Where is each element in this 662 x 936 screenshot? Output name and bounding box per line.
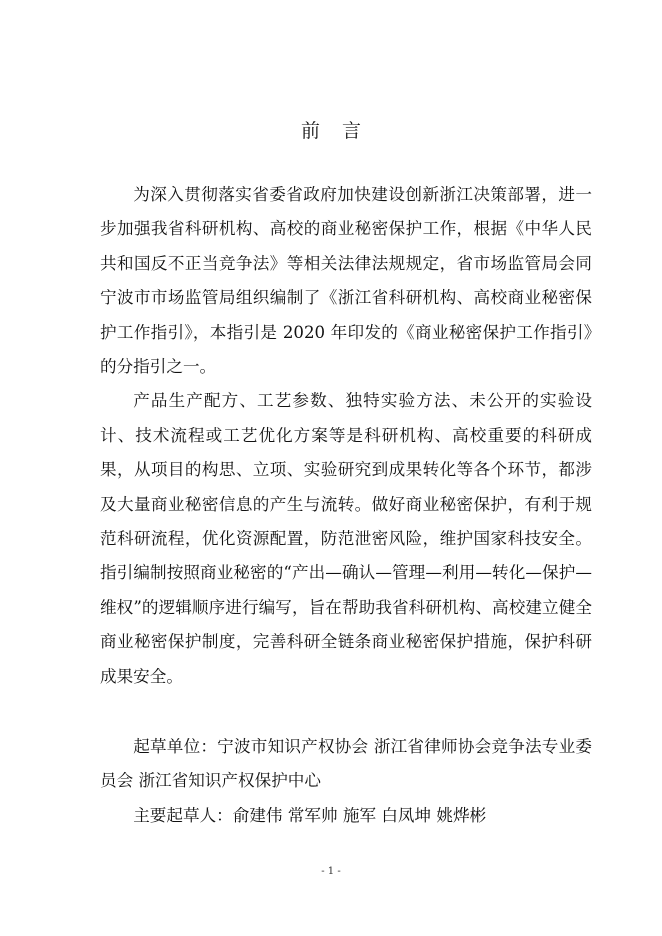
main-drafters: 主要起草人：俞建伟 常军帅 施军 白凤坤 姚烨彬 bbox=[133, 805, 487, 825]
drafting-units: 起草单位：宁波市知识产权协会 浙江省律师协会竞争法专业委员会 浙江省知识产权保护中心 bbox=[100, 737, 592, 791]
page-number: - 1 - bbox=[321, 866, 341, 877]
page-title: 前言 bbox=[300, 120, 383, 142]
paragraph-1: 为深入贯彻落实省委省政府加快建设创新浙江决策部署，进一步加强我省科研机构、高校的商业秘密保护工作，根据《中华人民共和国反不正当竞争法》等相关法律法规规定，省市场监管局会同宁波市市场监管局组织编制了《浙江省科研机构、高校商业秘密保护工作指引》，本指引是 2020 年印发的《商业秘密保护工作指引》的分指引之一。 bbox=[100, 185, 592, 377]
preface-body bbox=[100, 178, 592, 694]
drafting-info bbox=[100, 730, 592, 833]
paragraph-2: 产品生产配方、工艺参数、独特实验方法、未公开的实验设计、技术流程或工艺优化方案等是科研机构、高校重要的科研成果，从项目的构思、立项、实验研究到成果转化等各个环节，都涉及大量商业秘密信息的产生与流转。做好商业秘密保护，有利于规范科研流程，优化资源配置，防范泄密风险，维护国家科技安全。指引编制按照商业秘密的“产出—确认—管理—利用—转化—保护—维权”的逻辑顺序进行编写，旨在帮助我省科研机构、高校建立健全商业秘密保护制度，完善科研全链条商业秘密保护措施，保护科研成果安全。 bbox=[100, 391, 592, 686]
